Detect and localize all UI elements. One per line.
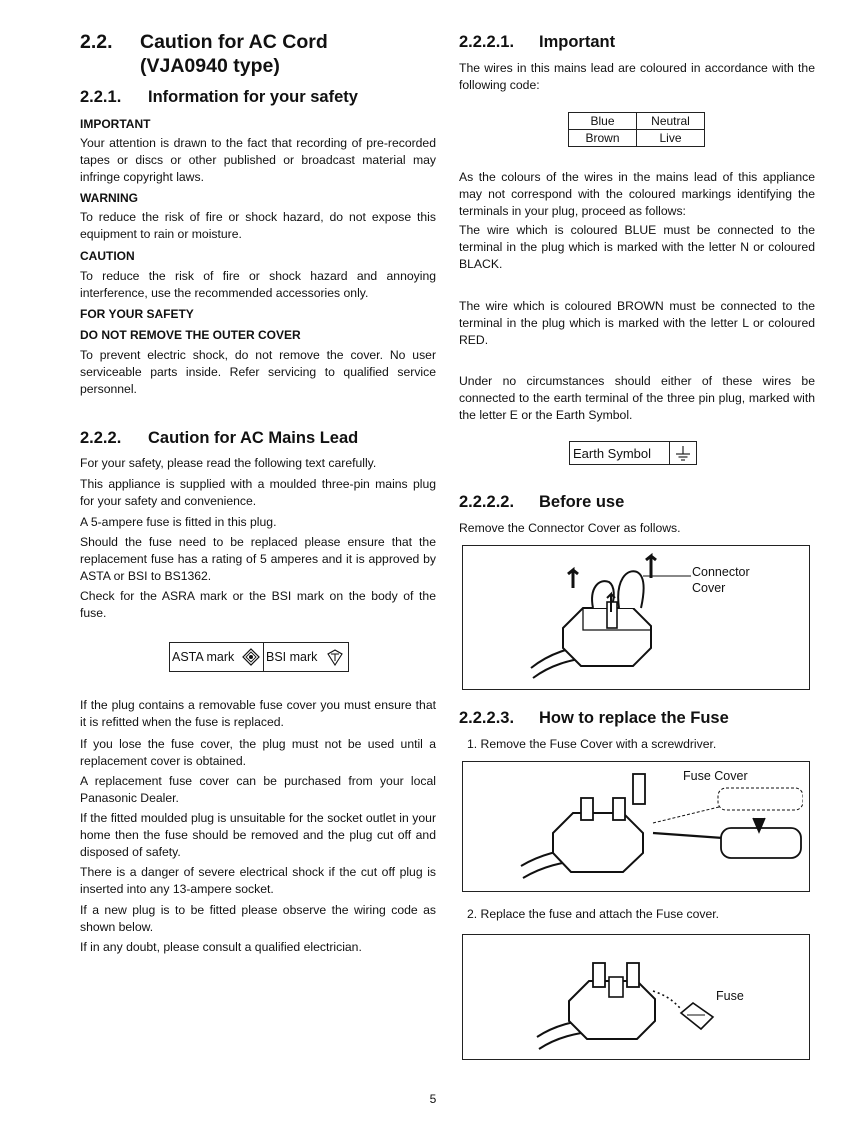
bsi-kitemark-icon: [326, 648, 344, 666]
page-number: 5: [429, 1092, 437, 1106]
fuse-marks-box: [169, 642, 349, 672]
table-row: [569, 113, 705, 130]
table-cell: Brown: [569, 130, 637, 147]
section-title: Before use: [539, 493, 625, 511]
caution-text: To reduce the risk of fire or shock hazard and annoying interference, use the recommended accessories only.: [80, 269, 436, 300]
fuse-step2: 2. Replace the fuse and attach the Fuse cover.: [467, 907, 720, 921]
plug-screwdriver-illustration: [513, 768, 803, 888]
section-2-2-2-2-heading: [459, 492, 624, 512]
wire-colour-table: [568, 112, 705, 147]
safety-label: FOR YOUR SAFETY: [80, 307, 194, 321]
section-title: Important: [539, 33, 616, 51]
mains-lead-p12: If in any doubt, please consult a qualified electrician.: [80, 940, 362, 954]
bsi-mark-label: BSI mark: [266, 650, 318, 664]
earth-symbol-icon: [674, 445, 692, 462]
connector-label-line2: Cover: [692, 581, 726, 595]
important-p5: Under no circumstances should either of these wires be connected to the earth terminal of the three pin plug, marked with the letter E or the Earth Symbol.: [459, 374, 815, 422]
mains-lead-p11: If a new plug is to be fitted please observe the wiring code as shown below.: [80, 903, 436, 934]
asta-mark-label: ASTA mark: [172, 650, 235, 664]
section-title-line1: Caution for AC Cord: [140, 31, 328, 53]
section-number: 2.2.1.: [80, 88, 122, 106]
fuse-cover-figure: [462, 761, 810, 892]
section-title: Information for your safety: [148, 88, 358, 106]
section-number: 2.2.: [80, 31, 113, 53]
asta-mark-cell: [170, 643, 264, 671]
mains-lead-p2: This appliance is supplied with a moulded three-pin mains plug for your safety and convenience.: [80, 477, 436, 508]
important-text: Your attention is drawn to the fact that recording of pre-recorded tapes or discs or other published or broadcast material may infringe copyright laws.: [80, 136, 436, 184]
outer-cover-label: DO NOT REMOVE THE OUTER COVER: [80, 328, 301, 342]
fuse-step1: 1. Remove the Fuse Cover with a screwdriver.: [467, 737, 717, 751]
mains-lead-p1: For your safety, please read the following text carefully.: [80, 456, 377, 470]
asta-mark-icon: [242, 648, 260, 666]
connector-label-line1: Connector: [692, 565, 750, 579]
important-p1: The wires in this mains lead are coloured in accordance with the following code:: [459, 61, 815, 92]
section-number: 2.2.2.2.: [459, 493, 515, 511]
section-2-2-2-1-heading: [459, 32, 615, 52]
section-title: Caution for AC Mains Lead: [148, 429, 359, 447]
caution-label: CAUTION: [80, 249, 135, 263]
earth-symbol-label: Earth Symbol: [573, 446, 652, 461]
table-row: [569, 130, 705, 147]
earth-symbol-box: [569, 441, 697, 465]
section-number: 2.2.2.3.: [459, 709, 515, 727]
table-cell: Blue: [569, 113, 637, 130]
table-cell: Live: [637, 130, 705, 147]
connector-cover-figure: [462, 545, 810, 690]
divider: [669, 442, 670, 464]
mains-lead-p7: If you lose the fuse cover, the plug must not be used until a replacement cover is obtained.: [80, 737, 436, 768]
fuse-cover-label: Fuse Cover: [683, 769, 748, 783]
outer-cover-text: To prevent electric shock, do not remove the cover. No user serviceable parts inside. Refer servicing to qualified service personnel.: [80, 348, 436, 396]
section-2-2-2-heading: [80, 428, 358, 448]
bsi-mark-cell: [264, 643, 348, 671]
leader-line: [643, 566, 693, 586]
fuse-figure: [462, 934, 810, 1060]
section-title: How to replace the Fuse: [539, 709, 729, 727]
plug-fuse-illustration: [533, 941, 733, 1056]
section-number: 2.2.2.1.: [459, 33, 515, 51]
section-number: 2.2.2.: [80, 429, 122, 447]
section-2-2-1-heading: [80, 87, 358, 107]
section-title-line2: (VJA0940 type): [140, 55, 280, 77]
section-2-2-2-3-heading: [459, 708, 729, 728]
important-p4: The wire which is coloured BROWN must be connected to the terminal in the plug which is marked with the letter L or coloured RED.: [459, 299, 815, 347]
before-use-p1: Remove the Connector Cover as follows.: [459, 521, 681, 535]
important-p3: The wire which is coloured BLUE must be connected to the terminal in the plug which is marked with the letter N or coloured BLACK.: [459, 223, 815, 271]
important-label: IMPORTANT: [80, 117, 151, 131]
mains-lead-p10: There is a danger of severe electrical shock if the cut off plug is inserted into any 13-ampere socket.: [80, 865, 436, 896]
mains-lead-p8: A replacement fuse cover can be purchased from your local Panasonic Dealer.: [80, 774, 436, 805]
mains-lead-p9: If the fitted moulded plug is unsuitable for the socket outlet in your home then the fuse should be removed and the plug cut off and disposed of safety.: [80, 811, 436, 859]
section-2-2-heading: [80, 31, 328, 54]
mains-lead-p6: If the plug contains a removable fuse cover you must ensure that it is refitted when the fuse is replaced.: [80, 698, 436, 729]
warning-text: To reduce the risk of fire or shock hazard, do not expose this equipment to rain or moisture.: [80, 210, 436, 241]
fuse-label: Fuse: [716, 989, 744, 1003]
mains-lead-p3: A 5-ampere fuse is fitted in this plug.: [80, 515, 277, 529]
warning-label: WARNING: [80, 191, 138, 205]
table-cell: Neutral: [637, 113, 705, 130]
important-p2: As the colours of the wires in the mains lead of this appliance may not correspond with the coloured markings identifying the terminals in your plug, proceed as follows:: [459, 170, 815, 218]
mains-lead-p5: Check for the ASRA mark or the BSI mark on the body of the fuse.: [80, 589, 436, 620]
mains-lead-p4: Should the fuse need to be replaced please ensure that the replacement fuse has a rating of 5 amperes and it is approved by ASTA or BSI to BS1362.: [80, 535, 436, 583]
